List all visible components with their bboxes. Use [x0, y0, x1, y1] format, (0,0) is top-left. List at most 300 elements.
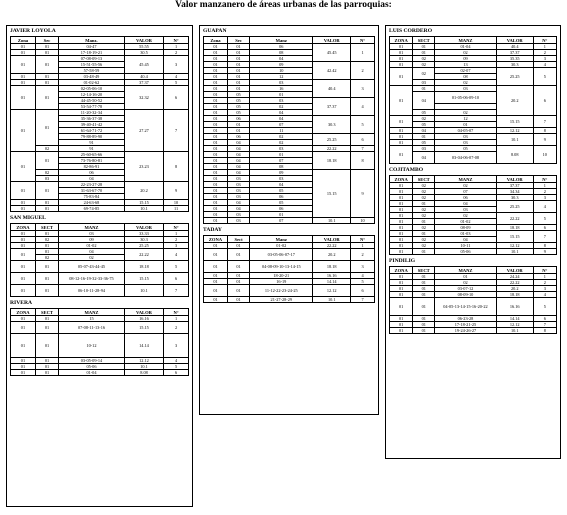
numero-cell: 6 [164, 370, 189, 376]
sector-cell: 01 [35, 249, 58, 255]
sector-cell: 01 [35, 44, 58, 50]
manzana-cell: 02 [250, 140, 313, 146]
manzana-cell: 01-05-06-09-10 [435, 92, 497, 104]
manzana-cell: 08 [250, 164, 313, 170]
column-header: SECT [413, 37, 435, 44]
manzana-cell: 25-60-65-66 [59, 152, 125, 158]
manzana-cell: 24-63-68 [59, 200, 125, 206]
valor-cell: 10.1 [496, 328, 533, 334]
numero-cell: 5 [533, 298, 556, 316]
column-header: VALOR [496, 37, 533, 44]
column-header: VALOR [496, 267, 533, 274]
zona-cell: 01 [390, 298, 413, 316]
manzana-cell: 07 [250, 158, 313, 164]
zona-cell: 01 [11, 182, 36, 200]
numero-cell: 2 [533, 50, 556, 56]
valor-cell: 10.1 [124, 364, 163, 370]
table-row [11, 370, 189, 376]
zona-cell: 01 [204, 261, 228, 273]
zona-cell: 01 [11, 334, 36, 358]
zona-cell: 01 [204, 56, 228, 62]
zona-cell: 01 [204, 176, 228, 182]
zona-cell: 01 [204, 200, 228, 206]
column-header: VALOR [124, 309, 163, 316]
column-header: MANZ [435, 267, 497, 274]
zona-cell: 01 [204, 122, 228, 128]
numero-cell: 2 [351, 249, 375, 261]
manzana-cell: 03 [435, 134, 497, 140]
zona-cell: 01 [390, 225, 413, 231]
zona-cell: 01 [204, 152, 228, 158]
sector-cell: 05 [227, 98, 249, 104]
sector-cell: 04 [227, 146, 249, 152]
valor-cell: 55.55 [124, 44, 163, 50]
table-header-row [11, 37, 189, 44]
zona-cell: 01 [204, 92, 228, 98]
manzana-cell: 03 [435, 86, 497, 92]
manzana-cell: 01 [435, 274, 497, 280]
valor-cell: 35.35 [496, 56, 533, 62]
zona-cell: 01 [11, 358, 36, 364]
valor-cell: 15.15 [496, 116, 533, 128]
manzana-cell: 02 [250, 104, 313, 110]
sector-cell: 01 [227, 279, 249, 285]
valor-cell: 20.2 [313, 249, 351, 261]
numero-cell: 6 [164, 86, 189, 110]
valor-cell: 8.08 [124, 370, 163, 376]
table-pindilig [389, 266, 557, 334]
sector-cell: 01 [413, 44, 435, 50]
numero-cell: 3 [164, 56, 189, 74]
numero-cell: 5 [164, 364, 189, 370]
manzana-cell: 12-14-16-20 [59, 92, 125, 98]
manzana-cell: 12 [250, 74, 313, 80]
valor-cell: 30.3 [496, 62, 533, 68]
zona-cell: 01 [11, 152, 36, 182]
column-header: N° [164, 224, 189, 231]
valor-cell: 16.16 [124, 316, 163, 322]
sector-cell: 02 [413, 195, 435, 201]
zona-cell: 01 [204, 98, 228, 104]
valor-cell: 14.14 [124, 334, 163, 358]
manzana-cell: 05 [250, 188, 313, 194]
zona-cell: 01 [390, 116, 413, 128]
numero-cell: 5 [164, 80, 189, 86]
zona-cell: 01 [204, 104, 228, 110]
sector-cell: 03 [35, 176, 58, 182]
sector-cell: 01 [227, 243, 249, 249]
manzana-cell: 04 [435, 201, 497, 207]
numero-cell: 4 [164, 74, 189, 80]
sector-cell: 01 [227, 297, 249, 303]
sector-cell: 04 [227, 152, 249, 158]
valor-cell: 37.37 [496, 50, 533, 56]
column-header: MANZ [59, 309, 125, 316]
manzana-cell: 75-83-84 [59, 194, 125, 200]
zona-cell: 01 [390, 201, 413, 207]
manzana-cell: 04 [250, 182, 313, 188]
numero-cell: 6 [351, 134, 375, 146]
sector-cell: 02 [413, 237, 435, 243]
manzana-cell: 10 [250, 68, 313, 74]
numero-cell: 7 [351, 297, 375, 303]
zona-cell: 01 [204, 182, 228, 188]
manzana-cell: 02-05-06-10 [59, 86, 125, 92]
manzana-cell: 06-23-28 [435, 316, 497, 322]
numero-cell: 5 [351, 279, 375, 285]
sector-cell: 06 [227, 134, 249, 140]
manzana-cell: 15-51-55-56 [59, 62, 125, 68]
manzana-cell: 02 [250, 134, 313, 140]
zona-cell: 01 [11, 261, 36, 273]
numero-cell: 8 [533, 328, 556, 334]
manzana-cell: 08-12-16-19-32-33-36-75 [59, 273, 125, 285]
column-header: Manz. [59, 37, 125, 44]
zona-cell: 01 [204, 243, 228, 249]
sector-cell: 02 [35, 255, 58, 261]
valor-cell: 12.12 [496, 322, 533, 328]
zona-cell: 01 [11, 237, 36, 243]
numero-cell: 3 [164, 334, 189, 358]
sector-cell: 03 [413, 146, 435, 152]
valor-cell: 22.22 [496, 280, 533, 286]
sector-cell: 02 [413, 56, 435, 62]
sector-cell: 01 [35, 322, 58, 334]
sector-cell: 05 [227, 110, 249, 116]
valor-cell: 12.12 [496, 243, 533, 249]
sector-cell: 06 [227, 116, 249, 122]
zona-cell: 01 [11, 370, 36, 376]
manzana-cell: 04 [250, 110, 313, 116]
column-header: ZONA [204, 236, 228, 243]
numero-cell: 10 [164, 200, 189, 206]
sector-cell: 02 [413, 213, 435, 219]
sector-cell: 01 [227, 50, 249, 56]
manzana-cell: 17-18-21-25 [435, 322, 497, 328]
manzana-cell: 03 [250, 98, 313, 104]
zona-cell: 01 [11, 364, 36, 370]
valor-cell: 18.18 [496, 292, 533, 298]
manzana-cell: 07-08-11-13-16 [59, 322, 125, 334]
valor-cell: 18.18 [313, 261, 351, 273]
sector-cell: 02 [413, 189, 435, 195]
manzana-cell: 02 [59, 255, 125, 261]
table-row [11, 273, 189, 285]
manzana-cell: 01-04 [59, 370, 125, 376]
manzana-cell: 07 [250, 218, 313, 224]
manzana-cell: 03 [250, 176, 313, 182]
zona-cell: 01 [204, 170, 228, 176]
zona-cell: 01 [390, 249, 413, 255]
table-row [11, 110, 189, 116]
valor-cell: 12.12 [124, 358, 163, 364]
page-title: Valor manzanero de áreas urbanas de las parroquias: [175, 0, 392, 10]
sector-cell: 01 [35, 206, 58, 212]
table-row [11, 182, 189, 188]
section-title-guapan: GUAPAN [203, 28, 227, 34]
manzana-cell: 09 [59, 237, 125, 243]
manzana-cell: 07 [250, 122, 313, 128]
sector-cell: 01 [227, 122, 249, 128]
zona-cell: 01 [390, 62, 413, 68]
column-header: Zona [204, 37, 228, 44]
sector-cell: 01 [35, 74, 58, 80]
valor-cell: 25.25 [124, 243, 163, 249]
numero-cell: 8 [533, 128, 556, 134]
table-cojitambo [389, 175, 557, 255]
zona-cell: 01 [390, 86, 413, 116]
valor-cell: 25.25 [496, 201, 533, 213]
sector-cell: 01 [413, 134, 435, 140]
manzana-cell: 69-74-85 [59, 206, 125, 212]
zona-cell: 01 [390, 195, 413, 201]
manzana-cell: 05-06 [59, 364, 125, 370]
zona-cell: 01 [204, 116, 228, 122]
numero-cell: 2 [164, 50, 189, 56]
table-row [11, 152, 189, 158]
panel-middle [199, 25, 379, 415]
sector-cell: 01 [35, 182, 58, 200]
table-header-row [204, 236, 375, 243]
zona-cell: 01 [204, 140, 228, 146]
manzana-cell: 06 [250, 44, 313, 50]
panel-left [6, 25, 193, 507]
sector-cell: 01 [227, 261, 249, 273]
manzana-cell: 01 [435, 122, 497, 128]
table-row [11, 285, 189, 297]
sector-cell: 01 [413, 286, 435, 292]
manzana-cell: 44-45-50-52 [59, 98, 125, 104]
zona-cell: 01 [11, 200, 36, 206]
manzana-cell: 03 [59, 231, 125, 237]
numero-cell: 3 [533, 195, 556, 201]
valor-cell: 22.22 [313, 146, 351, 152]
numero-cell: 6 [351, 285, 375, 297]
section-title-rivera: RIVERA [10, 300, 33, 306]
manzana-cell: 91 [59, 140, 125, 146]
table-row [204, 297, 375, 303]
manzana-cell: 19-24-26-27 [435, 328, 497, 334]
table-row [204, 249, 375, 261]
zona-cell: 01 [390, 231, 413, 237]
valor-cell: 30.5 [124, 50, 163, 56]
column-header: VALOR [496, 176, 533, 183]
numero-cell: 1 [351, 44, 375, 62]
valor-cell: 40.4 [124, 74, 163, 80]
valor-cell: 22.22 [124, 249, 163, 261]
sector-cell: 04 [227, 140, 249, 146]
manzana-cell: 12 [435, 116, 497, 122]
sector-cell: 01 [227, 62, 249, 68]
valor-cell: 45.45 [313, 44, 351, 62]
column-header: ZONA [390, 267, 413, 274]
valor-cell: 18.18 [313, 152, 351, 170]
sector-cell: 02 [413, 207, 435, 213]
sector-cell: 01 [35, 285, 58, 297]
zona-cell: 01 [390, 286, 413, 292]
zona-cell: 01 [204, 50, 228, 56]
numero-cell: 1 [164, 316, 189, 322]
sector-cell: 01 [413, 201, 435, 207]
manzana-cell: 08 [435, 74, 497, 80]
manzana-cell: 57-58-59 [59, 68, 125, 74]
valor-cell: 45.45 [124, 56, 163, 74]
numero-cell: 3 [351, 80, 375, 98]
manzana-cell: 08-09 [435, 225, 497, 231]
zona-cell: 01 [204, 206, 228, 212]
numero-cell: 11 [164, 206, 189, 212]
sector-cell: 02 [413, 62, 435, 68]
sector-cell: 01 [35, 358, 58, 364]
manzana-cell: 79-88-89-90 [59, 134, 125, 140]
zona-cell: 01 [204, 164, 228, 170]
manzana-cell: 01-04 [435, 44, 497, 50]
numero-cell: 1 [351, 243, 375, 249]
manzana-cell: 17-18-19-21 [59, 50, 125, 56]
numero-cell: 5 [164, 261, 189, 273]
valor-cell: 15.15 [124, 273, 163, 285]
zona-cell: 01 [204, 74, 228, 80]
manzana-cell: 39-40-41-42 [59, 122, 125, 128]
sector-cell: 01 [35, 50, 58, 56]
sector-cell: 03 [227, 188, 249, 194]
zona-cell: 01 [11, 80, 36, 86]
valor-cell: 33.33 [124, 231, 163, 237]
valor-cell: 10.1 [496, 134, 533, 146]
table-header-row [390, 176, 557, 183]
zona-cell: 01 [390, 140, 413, 146]
manzana-cell: 35-36-37-38 [59, 116, 125, 122]
sector-cell: 01 [413, 274, 435, 280]
numero-cell: 10 [533, 146, 556, 164]
zona-cell: 01 [390, 183, 413, 189]
numero-cell: 4 [351, 98, 375, 116]
manzana-cell: 03 [435, 207, 497, 213]
valor-cell: 24.24 [496, 274, 533, 280]
sector-cell: 05 [227, 104, 249, 110]
sector-cell: 02 [35, 146, 58, 152]
sector-cell: 01 [227, 128, 249, 134]
zona-cell: 01 [390, 243, 413, 249]
section-title-san-miguel: SAN MIGUEL [10, 215, 46, 221]
manzana-cell: 04 [59, 249, 125, 255]
manzana-cell: 04-05-13-14-15-16-20-22 [435, 298, 497, 316]
sector-cell: 01 [227, 249, 249, 261]
sector-cell: 01 [413, 219, 435, 225]
table-header-row [204, 37, 375, 44]
zona-cell: 01 [204, 44, 228, 50]
sector-cell: 01 [227, 285, 249, 297]
valor-cell: 37.37 [124, 80, 163, 86]
valor-cell: 34.34 [496, 189, 533, 195]
manzana-cell: 53-54-77-78 [59, 104, 125, 110]
column-header: Manz [250, 236, 313, 243]
numero-cell: 6 [164, 273, 189, 285]
sector-cell: 04 [227, 206, 249, 212]
manzana-cell: 16-19 [250, 279, 313, 285]
column-header: VALOR [124, 37, 163, 44]
manzana-cell: 09 [250, 170, 313, 176]
sector-cell: 01 [35, 231, 58, 237]
valor-cell: 14.14 [313, 279, 351, 285]
valor-cell: 27.27 [124, 110, 163, 152]
sector-cell: 02 [35, 170, 58, 176]
manzana-cell: 03-04-06-07-08 [435, 152, 497, 164]
manzana-cell: 82-86-91 [59, 164, 125, 170]
table-row [204, 218, 375, 224]
zona-cell: 01 [11, 50, 36, 56]
manzana-cell: 05-07-43-44-45 [59, 261, 125, 273]
zona-cell: 01 [390, 237, 413, 243]
sector-cell: 01 [35, 80, 58, 86]
numero-cell: 7 [533, 231, 556, 243]
sector-cell: 05 [413, 110, 435, 116]
zona-cell: 01 [204, 212, 228, 218]
table-rivera [10, 308, 189, 376]
manzana-cell: 06 [435, 195, 497, 201]
sector-cell: 04 [413, 128, 435, 134]
valor-cell: 42.42 [313, 62, 351, 80]
numero-cell: 2 [351, 62, 375, 80]
valor-cell: 32.32 [124, 86, 163, 110]
manzana-cell: 04 [250, 56, 313, 62]
table-guapan [203, 36, 375, 224]
manzana-cell: 18-20-21 [250, 273, 313, 279]
column-header: MANZ [435, 37, 497, 44]
zona-cell: 01 [204, 249, 228, 261]
numero-cell: 8 [164, 152, 189, 182]
manzana-cell: 05 [435, 146, 497, 152]
manzana-cell: 03 [250, 80, 313, 86]
column-header: Manz [250, 37, 313, 44]
manzana-cell: 06 [59, 170, 125, 176]
column-header: MANZ [435, 176, 497, 183]
column-header: N° [351, 37, 375, 44]
table-row [11, 334, 189, 358]
valor-cell: 20.2 [496, 286, 533, 292]
column-header: ZONA [11, 224, 36, 231]
sector-cell: 01 [35, 364, 58, 370]
valor-cell: 15.15 [313, 170, 351, 218]
valor-cell: 10.1 [313, 218, 351, 224]
sector-cell: 01 [413, 322, 435, 328]
manzana-cell: 01-02-62 [59, 80, 125, 86]
manzana-cell: 03 [250, 146, 313, 152]
sector-cell: 04 [413, 152, 435, 164]
sector-cell: 03 [227, 212, 249, 218]
numero-cell: 7 [533, 116, 556, 128]
zona-cell: 01 [11, 86, 36, 110]
column-header: N° [533, 37, 556, 44]
column-header: Sec [35, 37, 58, 44]
manzana-cell: 04 [250, 116, 313, 122]
manzana-cell: 15 [59, 316, 125, 322]
sector-cell: 01 [227, 44, 249, 50]
manzana-cell: 04 [59, 176, 125, 182]
column-header: Zona [11, 37, 36, 44]
zona-cell: 01 [390, 128, 413, 134]
numero-cell: 4 [533, 201, 556, 213]
column-header: ZONA [11, 309, 36, 316]
section-title-cojitambo: COJITAMBO [389, 167, 424, 173]
manzana-cell: 02-07 [435, 68, 497, 74]
zona-cell: 01 [390, 292, 413, 298]
manzana-cell: 11 [250, 128, 313, 134]
column-header: SECT [35, 309, 58, 316]
numero-cell: 9 [533, 134, 556, 146]
manzana-cell: 01-02 [435, 219, 497, 225]
numero-cell: 9 [164, 182, 189, 200]
